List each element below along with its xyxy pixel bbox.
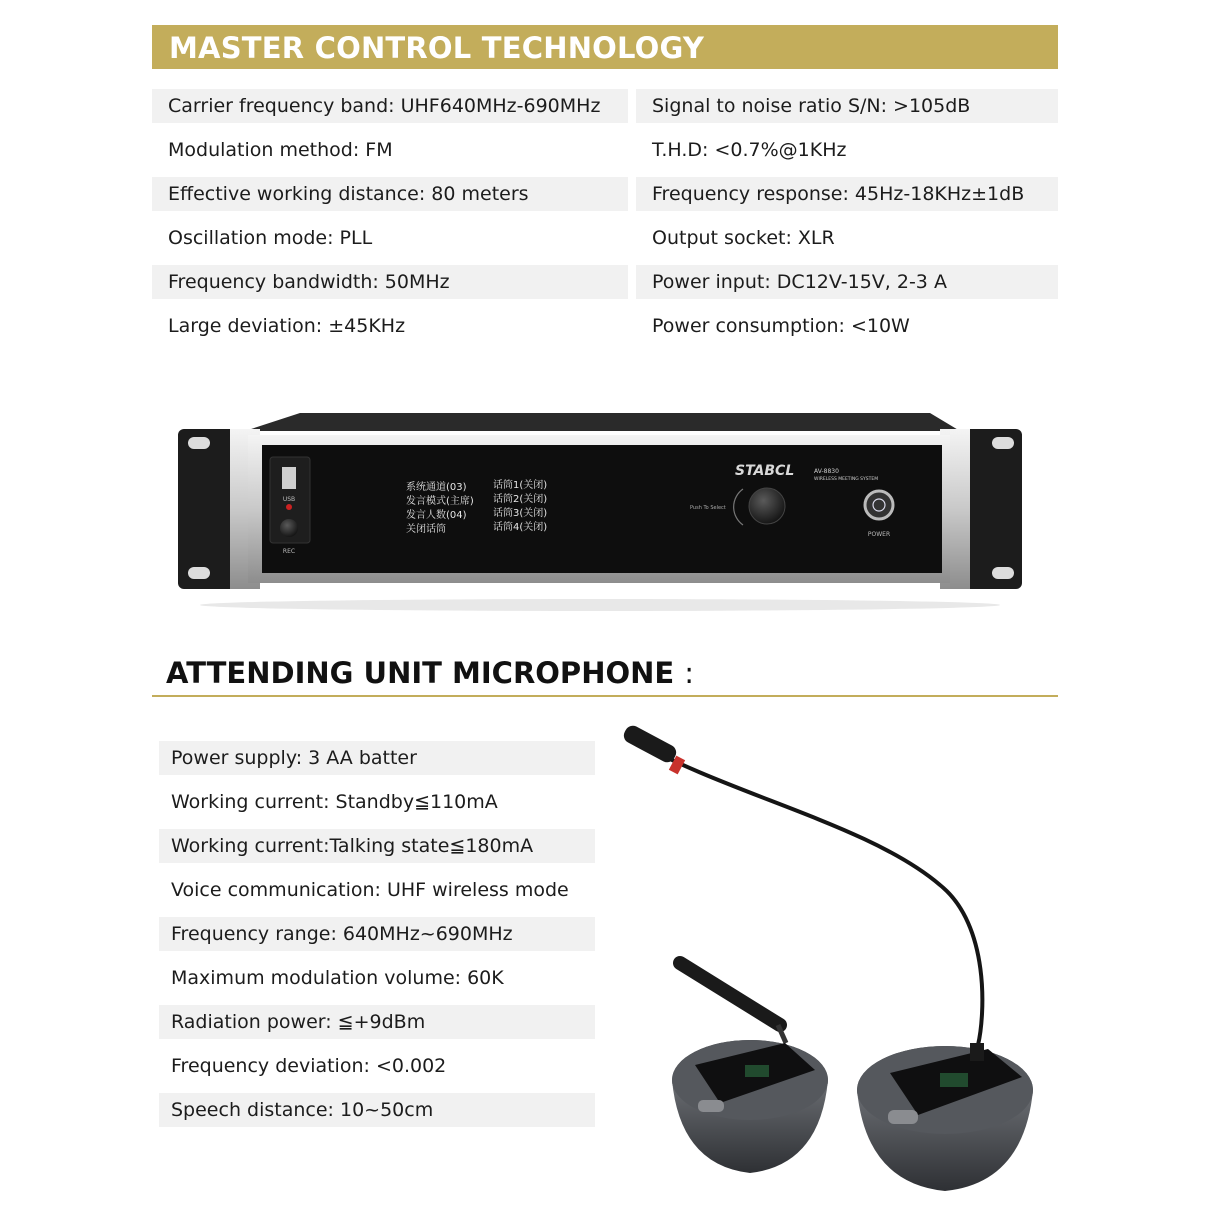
lcd-mic-1: 话筒1(关闭) bbox=[493, 480, 548, 491]
mic-spec-talking-current: Working current:Talking state≦180mA bbox=[159, 829, 595, 863]
lcd-mic-3: 话筒3(关闭) bbox=[493, 508, 548, 519]
spec-bandwidth: Frequency bandwidth: 50MHz bbox=[152, 265, 628, 299]
mic-spec-frequency-range: Frequency range: 640MHz~690MHz bbox=[159, 917, 595, 951]
microphone-units-image bbox=[610, 725, 1070, 1195]
spec-frequency-response: Frequency response: 45Hz-18KHz±1dB bbox=[636, 177, 1058, 211]
usb-label: USB bbox=[282, 496, 296, 503]
lcd-line-1: 系统通道(03) bbox=[406, 482, 467, 493]
spec-oscillation: Oscillation mode: PLL bbox=[168, 227, 373, 249]
mic-spec-frequency-deviation: Frequency deviation: <0.002 bbox=[171, 1055, 447, 1077]
master-receiver-image bbox=[170, 405, 1040, 615]
mic-spec-power-supply: Power supply: 3 AA batter bbox=[159, 741, 595, 775]
spec-working-distance: Effective working distance: 80 meters bbox=[152, 177, 628, 211]
mic-spec-standby-current: Working current: Standby≦110mA bbox=[171, 791, 498, 813]
brand-logo: STABCL bbox=[735, 463, 795, 479]
attending-title-text: ATTENDING UNIT MICROPHONE bbox=[166, 656, 675, 690]
push-label: Push To Select bbox=[690, 505, 726, 511]
mic-spec-speech-distance: Speech distance: 10~50cm bbox=[159, 1093, 595, 1127]
lcd-mic-4: 话筒4(关闭) bbox=[493, 522, 548, 533]
lcd-mic-2: 话筒2(关闭) bbox=[493, 494, 548, 505]
rec-label: REC bbox=[282, 548, 296, 555]
mic-spec-radiation-power: Radiation power: ≦+9dBm bbox=[159, 1005, 595, 1039]
attending-title bbox=[166, 656, 694, 690]
model-label: AV-8830 bbox=[814, 468, 839, 475]
spec-power-input: Power input: DC12V-15V, 2-3 A bbox=[636, 265, 1058, 299]
spec-deviation: Large deviation: ±45KHz bbox=[168, 315, 406, 337]
power-label: POWER bbox=[867, 531, 891, 538]
spec-thd: T.H.D: <0.7%@1KHz bbox=[652, 139, 847, 161]
master-title-bar bbox=[152, 25, 1058, 69]
lcd-line-3: 发言人数(04) bbox=[406, 510, 467, 521]
mic-spec-modulation-volume: Maximum modulation volume: 60K bbox=[171, 967, 504, 989]
master-title: MASTER CONTROL TECHNOLOGY bbox=[169, 31, 705, 65]
lcd-line-4: 关闭话筒 bbox=[406, 524, 446, 535]
spec-modulation: Modulation method: FM bbox=[168, 139, 393, 161]
system-label: WIRELESS MEETING SYSTEM bbox=[814, 477, 879, 482]
lcd-line-2: 发言模式(主席) bbox=[406, 496, 474, 507]
mic-spec-voice-communication: Voice communication: UHF wireless mode bbox=[171, 879, 569, 901]
attending-divider bbox=[152, 695, 1058, 697]
spec-output-socket: Output socket: XLR bbox=[652, 227, 835, 249]
spec-power-consumption: Power consumption: <10W bbox=[652, 315, 910, 337]
spec-snr: Signal to noise ratio S/N: >105dB bbox=[636, 89, 1058, 123]
spec-carrier-frequency: Carrier frequency band: UHF640MHz-690MHz bbox=[152, 89, 628, 123]
attending-title-colon: : bbox=[684, 656, 694, 690]
